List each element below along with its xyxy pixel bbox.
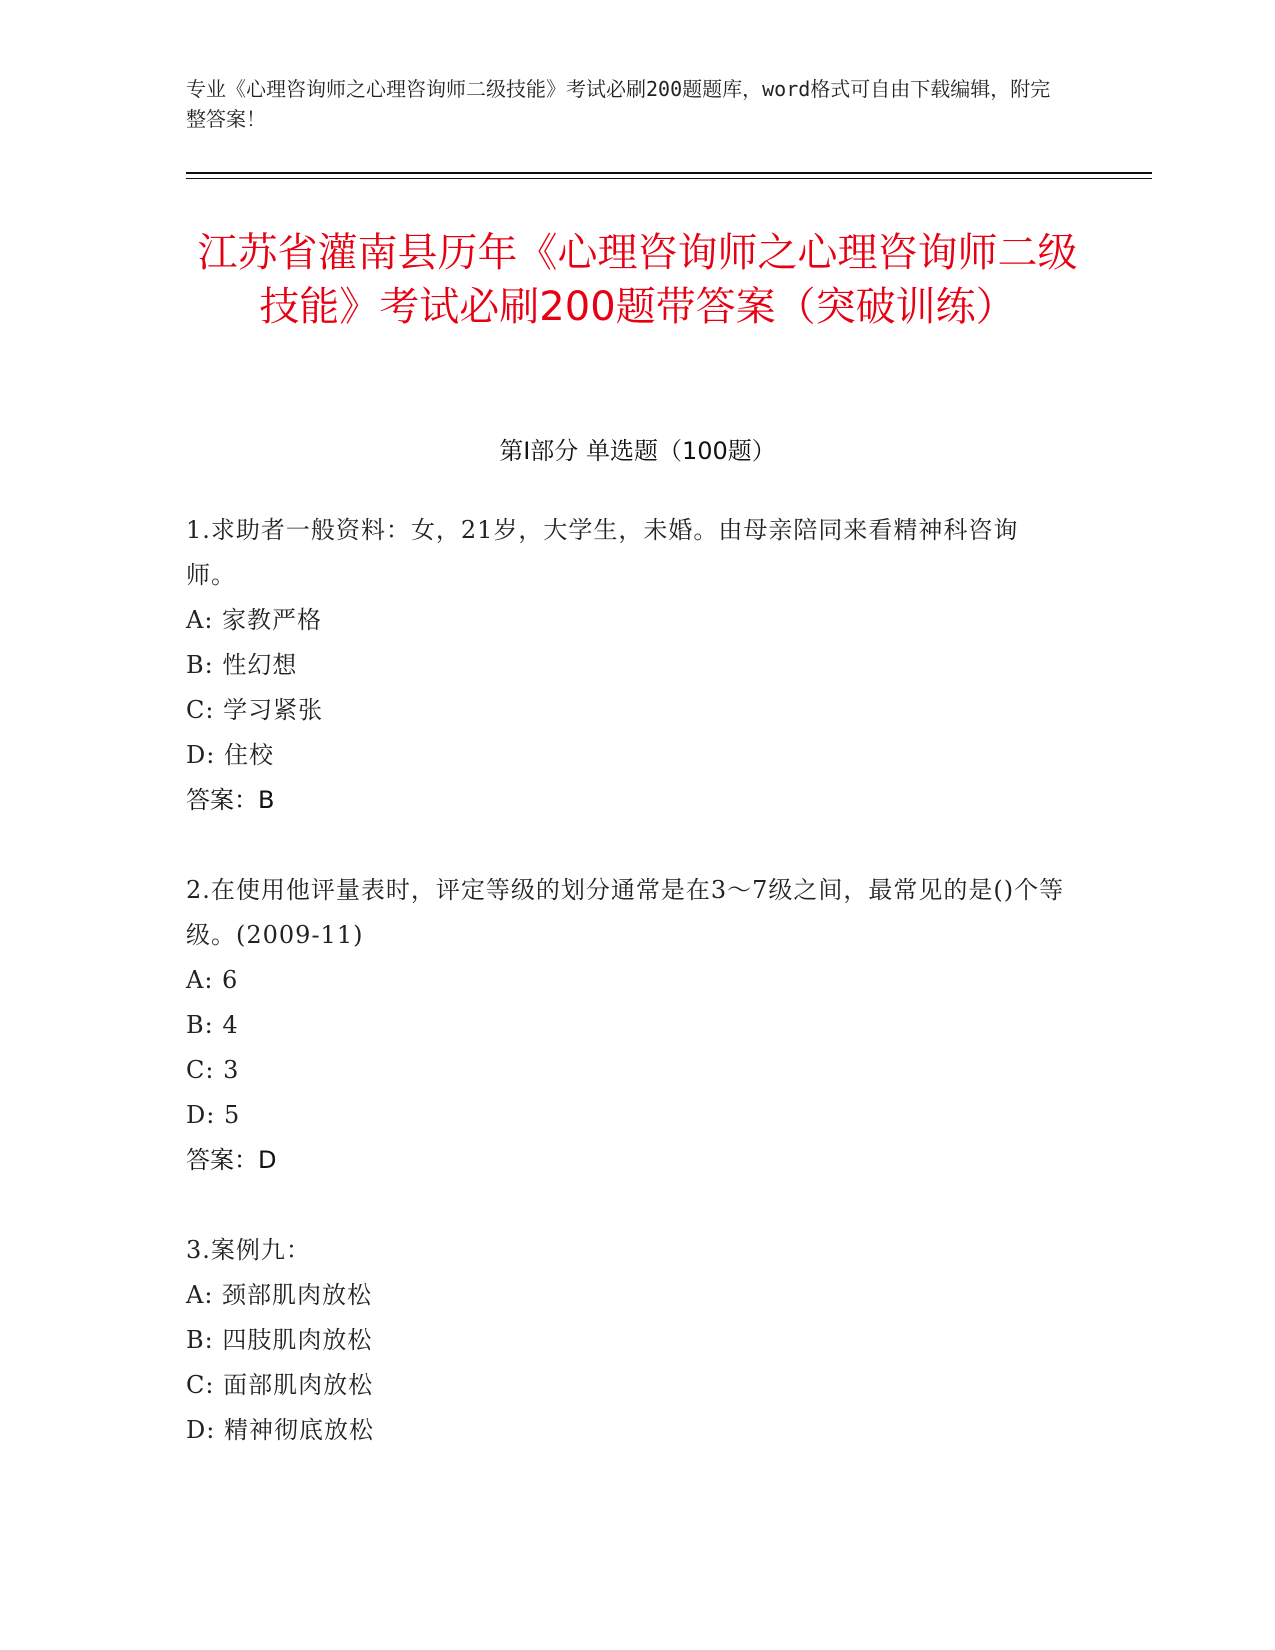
option-d: D: 住校 [186,741,274,769]
option-d: D: 5 [186,1101,241,1129]
option-b: B: 性幻想 [186,651,298,679]
option-c: C: 3 [186,1056,240,1084]
header-rule-thin [186,178,1152,179]
option-b: B: 四肢肌肉放松 [186,1326,373,1354]
option-c: C: 面部肌肉放松 [186,1371,374,1399]
option-a: A: 颈部肌肉放松 [186,1281,373,1309]
question-stem: 3.案例九： [186,1236,311,1264]
header-rule-thick [186,172,1152,174]
section-title: 第I部分 单选题（100题） [499,437,776,465]
document-title: 江苏省灌南县历年《心理咨询师之心理咨询师二级技能》考试必刷200题带答案（突破训练） [197,230,1078,330]
answer: 答案：B [186,786,275,814]
option-d: D: 精神彻底放松 [186,1416,374,1444]
question-3 [186,1228,1066,1453]
option-a: A: 6 [186,966,239,994]
option-a: A: 家教严格 [186,606,323,634]
question-1 [186,508,1066,823]
question-stem: 1.求助者一般资料：女，21岁，大学生，未婚。由母亲陪同来看精神科咨询师。 [186,516,1019,589]
option-b: B: 4 [186,1011,239,1039]
header-note: 专业《心理咨询师之心理咨询师二级技能》考试必刷200题题库，word格式可自由下载编辑，附完整答案！ [186,77,1051,131]
question-2 [186,868,1066,1183]
answer: 答案：D [186,1146,277,1174]
option-c: C: 学习紧张 [186,696,324,724]
question-stem: 2.在使用他评量表时，评定等级的划分通常是在3～7级之间，最常见的是()个等级。(2009-11) [186,876,1065,949]
